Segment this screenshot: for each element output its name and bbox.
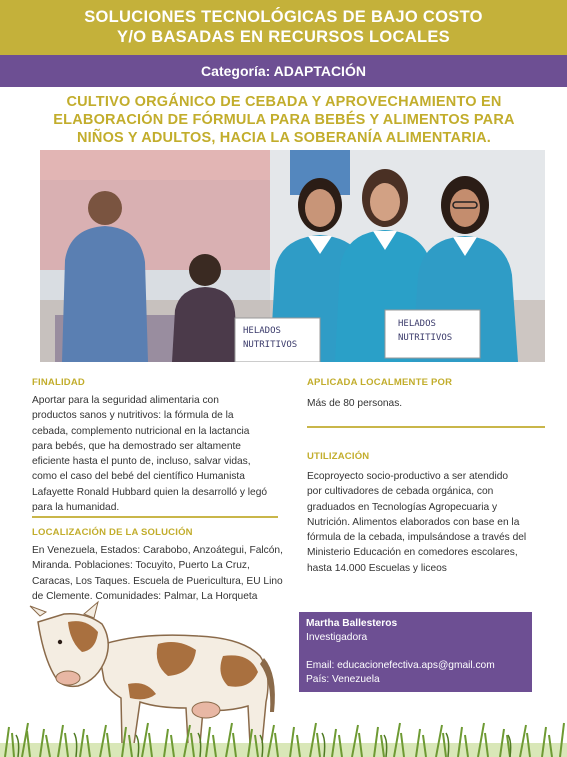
photo-illustration (40, 150, 545, 362)
sign-right-line2: NUTRITIVOS (398, 333, 453, 343)
sign-left-line1: HELADOS (243, 326, 281, 336)
localizacion-line: Caracas, Los Taques. Escuela de Puericultura, EU Lino (32, 575, 283, 587)
aplicada-text (307, 396, 547, 411)
project-title-line3: NIÑOS Y ADULTOS, HACIA LA SOBERANÍA ALIMENTARIA. (77, 130, 491, 146)
contact-spacer (306, 645, 525, 659)
utilizacion-line: Ministerio Educación en comedores escolares, (307, 547, 518, 559)
contact-email[interactable]: Email: educacionefectiva.aps@gmail.com (306, 660, 495, 671)
localizacion-title: LOCALIZACIÓN DE LA SOLUCIÓN (32, 527, 193, 538)
sign-right (385, 310, 480, 358)
section-divider (307, 426, 545, 428)
utilizacion-line: por cultivadores de cebada orgánica, con (307, 486, 494, 498)
header-title-line1: SOLUCIONES TECNOLÓGICAS DE BAJO COSTO (84, 8, 483, 26)
finalidad-line: Lafayette Ronald Hubbard quien la desarrolló y legó (32, 486, 268, 498)
utilizacion-line: hasta 14.000 Escuelas y liceos (307, 562, 447, 574)
finalidad-line: eficiente hasta el punto de, incluso, salvar vidas, (32, 456, 251, 468)
project-title-line2: ELABORACIÓN DE FÓRMULA PARA BEBÉS Y ALIMENTOS PARA (53, 112, 515, 128)
contact-country: País: Venezuela (306, 674, 380, 685)
utilizacion-line: graduados en Tecnologías Agropecuaria y (307, 501, 498, 513)
sign-right-line1: HELADOS (398, 319, 436, 329)
finalidad-line: como el caso del bebé del científico Humanista (32, 471, 245, 483)
localizacion-line: Miranda. Poblaciones: Tocuyito, Puerto La Cruz, (32, 560, 250, 572)
project-photo (40, 150, 545, 362)
aplicada-title: APLICADA LOCALMENTE POR (307, 377, 453, 388)
aplicada-line: Más de 80 personas. (307, 398, 403, 409)
photo-left-backdrop-top (40, 150, 270, 180)
header-title-line2: Y/O BASADAS EN RECURSOS LOCALES (117, 28, 450, 46)
section-divider (32, 516, 278, 518)
finalidad-line: productos sanos y nutritivos: la fórmula de la (32, 410, 234, 422)
contact-role: Investigadora (306, 632, 368, 643)
grass-icon (0, 713, 567, 757)
header-band (0, 0, 567, 55)
finalidad-line: para la humanidad. (32, 502, 120, 514)
localizacion-line: En Venezuela, Estados: Carabobo, Anzoátegui, Falcón, (32, 545, 283, 556)
utilizacion-line: Ecoproyecto socio-productivo a ser atendido (307, 471, 509, 482)
utilizacion-text (307, 469, 552, 576)
finalidad-text (32, 393, 287, 515)
localizacion-line: de Clemente. Comunidades: Palmar, La Horqueta (32, 590, 258, 602)
finalidad-line: Aportar para la seguridad alimentaria con (32, 395, 219, 406)
finalidad-title: FINALIDAD (32, 377, 85, 388)
utilizacion-line: fórmula de la cebada, impulsándose a través del (307, 532, 527, 544)
sign-left (235, 318, 320, 362)
contact-name: Martha Ballesteros (306, 618, 398, 629)
finalidad-line: para bebés, que ha demostrado ser altamente (32, 440, 241, 452)
utilizacion-title: UTILIZACIÓN (307, 451, 370, 462)
utilizacion-line: Nutrición. Alimentos elaborados con base en la (307, 516, 520, 528)
project-title (14, 93, 554, 147)
contact-box (299, 612, 532, 692)
finalidad-line: cebada, complemento nutricional en la lactancia (32, 425, 250, 437)
category-band: Categoría: ADAPTACIÓN (0, 55, 567, 87)
sign-left-line2: NUTRITIVOS (243, 340, 298, 350)
grass-illustration (0, 713, 567, 757)
project-title-line1: CULTIVO ORGÁNICO DE CEBADA Y APROVECHAMIENTO EN (66, 94, 502, 110)
